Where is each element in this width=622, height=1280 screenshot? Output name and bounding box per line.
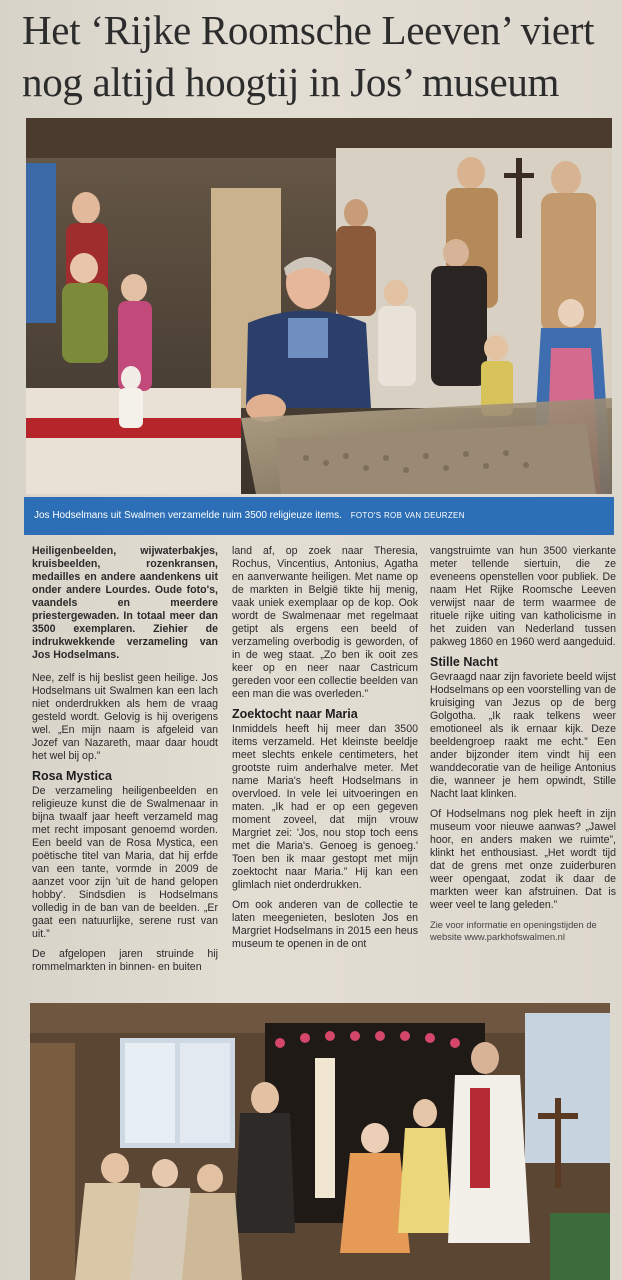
subheading-zoektocht-naar-maria: Zoektocht naar Maria [232,707,358,721]
article-lead: Heiligenbeelden, wijwaterbakjes, kruisbeelden, rozenkransen, medailles en andere aandenkens uit onder andere Lourdes. Oude foto's, vaandels en meerdere priestergewaden. In totaal meer dan 3500 exemplaren. Ziehier de indrukwekkende verzameling van Jos Hodselmans. [32,545,218,661]
article-column-3 [430,545,616,950]
photo-credit: FOTO'S ROB VAN DEURZEN [350,511,465,520]
photo-caption [24,497,614,535]
paragraph: Of Hodselmans nog plek heeft in zijn museum voor nieuwe aanwas? „Jawel hoor, en anders maken we ruimte”, klinkt het enthousiast. „Het wordt tijd dat de grens met onze zuiderburen weer opengaat, zodat ik daar de markten weer kan afstruinen. Dat is weer veel te lang geleden.” [430,808,616,911]
paragraph: De verzameling heiligenbeelden en religieuze kunst die de Swalmenaar in bijna twaalf jaar heeft verzameld mag met recht imposant genoemd worden. Een beeld van de Rosa Mystica, een poëtische titel van Maria, dat hij erfde van een tante, vormde in 2009 de aanzet voor zijn 'uit de hand gelopen hobby'. Sindsdien is Hodselmans volledig in de ban van de beelden. „Er gaat een natuurlijke, serene rust van uit.” [32,785,218,940]
museum-photo-bottom [30,1003,610,1280]
paragraph: De afgelopen jaren struinde hij rommelmarkten in binnen- en buiten [32,948,218,973]
subheading-rosa-mystica: Rosa Mystica [32,769,112,783]
article-column-1 [32,545,218,981]
museum-photo-top [26,118,612,494]
headline: Het ‘Rijke Roomsche Leeven’ viert nog altijd hoogtij in Jos’ museum [22,7,595,105]
info-note: Zie voor informatie en openingstijden de website www.parkhofswalmen.nl [430,919,597,942]
subheading-stille-nacht: Stille Nacht [430,655,499,669]
paragraph: Inmiddels heeft hij meer dan 3500 items verzameld. Het kleinste beeldje meet slechts enkele centimeters, het grootste ruim anderhalve meter. Met name Maria's heeft Hodselmans in overvloed. In vele lei uitvoeringen en maten. „Ik had er op een gegeven moment zoveel, dat mijn vrouw Margriet zei: 'Jos, nou stop toch eens met die Maria's. Genoeg is genoeg.' Toen ben ik maar gestopt met mijn zoektocht naar Maria.” Hij kan een glimlach niet onderdrukken. [232,723,418,891]
paragraph: vangstruimte van hun 3500 vierkante meter tellende siertuin, die ze eveneens openstellen voor publiek. De naam Het Rijke Roomsche Leeven verwijst naar de term waarmee de rituele rijke uiting van katholicisme in het zuiden van Nederland tussen pakweg 1860 en 1960 werd aangeduid. [430,545,616,648]
article-column-2 [232,545,418,958]
paragraph: Gevraagd naar zijn favoriete beeld wijst Hodselmans op een voorstelling van de kruisiging van Jezus op de berg Golgotha. „Ik raak telkens weer emotioneel als ik ernaar kijk. Deze beeldengroep raakt me echt.” Een ander bijzonder item vindt hij een wanddecoratie van de heilige Antonius die, wanneer je hem opwindt, Stille Nacht laat klinken. [430,671,616,800]
paragraph: land af, op zoek naar Theresia, Rochus, Vincentius, Antonius, Agatha en aanverwante heiligen. Met name op de markten in België tikte hij menig, vaak uniek exemplaar op de kop. Ook wordt de Swalmenaar met regelmaat getipt als ergens een beeld of verzameling overbodig is geworden, of in de weg staat. „Zo ben ik ooit zes keer op en neer naar Castricum gereden voor een collectie beelden van een man die was overleden.” [232,545,418,700]
paragraph: Om ook anderen van de collectie te laten meegenieten, besloten Jos en Margriet Hodselmans in 2015 een heus museum te openen in de ont [232,899,418,950]
caption-text: Jos Hodselmans uit Swalmen verzamelde ruim 3500 religieuze items. [34,510,342,521]
paragraph: Nee, zelf is hij beslist geen heilige. Jos Hodselmans uit Swalmen kan een lach niet onderdrukken als hem de vraag gesteld wordt. Gelovig is hij overigens wel. „En mijn naam is afgeleid van Jozef van Nazareth, maar daar houdt het wel bij op.” [32,672,218,762]
